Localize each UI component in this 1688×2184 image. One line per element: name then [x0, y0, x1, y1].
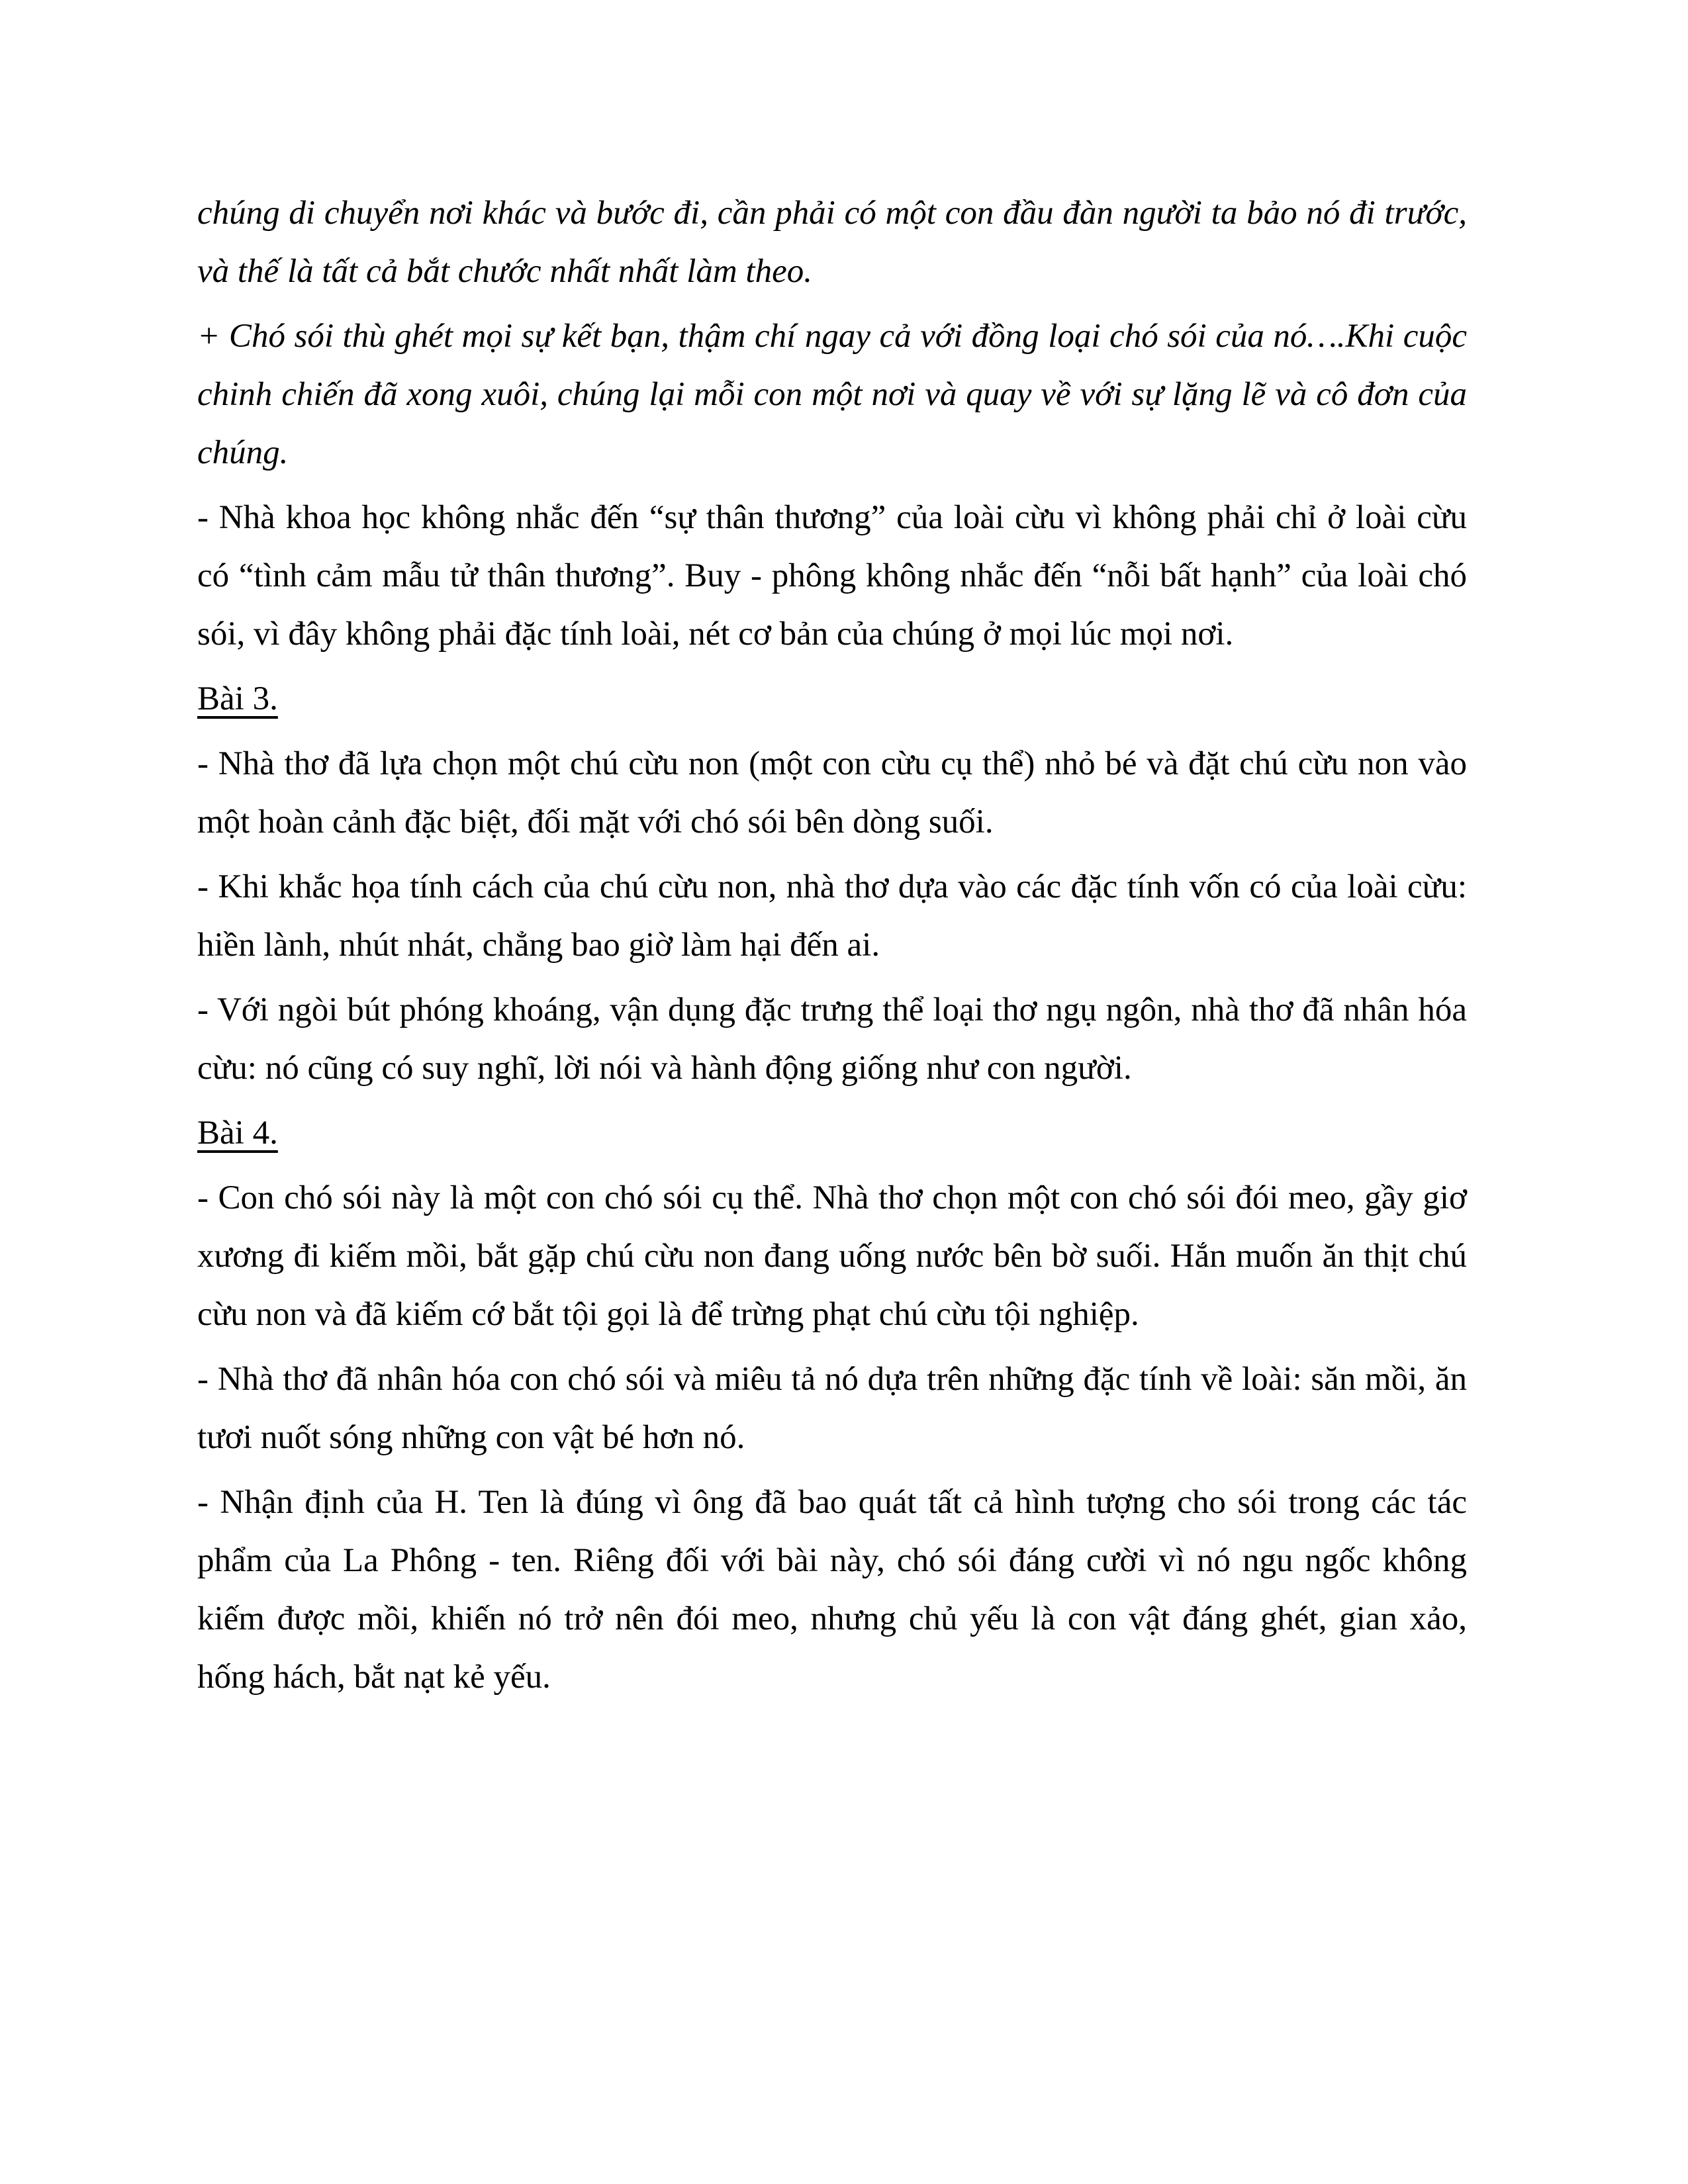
answer-paragraph-hten-judgement: - Nhận định của H. Ten là đúng vì ông đã bao quát tất cả hình tượng cho sói trong các tác phẩm của La Phông - ten. Riêng đối với bài này, chó sói đáng cười vì nó ngu ngốc không kiếm được mồi, khiến nó trở nên đói meo, nhưng chủ yếu là con vật đáng ghét, gian xảo, hống hách, bắt nạt kẻ yếu.	[197, 1484, 1467, 1696]
quote-paragraph-sheep-continuation: chúng di chuyển nơi khác và bước đi, cần phải có một con đầu đàn người ta bảo nó đi trước, và thế là tất cả bắt chước nhất nhất làm theo.	[197, 195, 1467, 290]
answer-paragraph-personification-lamb: - Với ngòi bút phóng khoáng, vận dụng đặc trưng thể loại thơ ngụ ngôn, nhà thơ đã nhân hóa cừu: nó cũng có suy nghĩ, lời nói và hành động giống như con người.	[197, 991, 1467, 1087]
heading-bai-4	[197, 1104, 1467, 1162]
text-body	[197, 184, 1467, 1713]
quote-paragraph-wolf: + Chó sói thù ghét mọi sự kết bạn, thậm chí ngay cả với đồng loại chó sói của nó….Khi cuộc chinh chiến đã xong xuôi, chúng lại mỗi con một nơi và quay về với sự lặng lẽ và cô đơn của chúng.	[197, 318, 1467, 471]
answer-paragraph-scientist: - Nhà khoa học không nhắc đến “sự thân thương” của loài cừu vì không phải chỉ ở loài cừu có “tình cảm mẫu tử thân thương”. Buy - phông không nhắc đến “nỗi bất hạnh” của loài chó sói, vì đây không phải đặc tính loài, nét cơ bản của chúng ở mọi lúc mọi nơi.	[197, 499, 1467, 653]
heading-bai-3	[197, 670, 1467, 728]
heading-bai-3-label: Bài 3.	[197, 680, 278, 717]
answer-paragraph-lamb-choice: - Nhà thơ đã lựa chọn một chú cừu non (một con cừu cụ thể) nhỏ bé và đặt chú cừu non vào một hoàn cảnh đặc biệt, đối mặt với chó sói bên dòng suối.	[197, 745, 1467, 841]
answer-paragraph-lamb-traits: - Khi khắc họa tính cách của chú cừu non, nhà thơ dựa vào các đặc tính vốn có của loài cừu: hiền lành, nhút nhát, chẳng bao giờ làm hại đến ai.	[197, 868, 1467, 964]
answer-paragraph-wolf-specific: - Con chó sói này là một con chó sói cụ thể. Nhà thơ chọn một con chó sói đói meo, gầy giơ xương đi kiếm mồi, bắt gặp chú cừu non đang uống nước bên bờ suối. Hắn muốn ăn thịt chú cừu non và đã kiếm cớ bắt tội gọi là để trừng phạt chú cừu tội nghiệp.	[197, 1179, 1467, 1333]
heading-bai-4-label: Bài 4.	[197, 1115, 278, 1152]
answer-paragraph-wolf-traits: - Nhà thơ đã nhân hóa con chó sói và miêu tả nó dựa trên những đặc tính về loài: săn mồi, ăn tươi nuốt sóng những con vật bé hơn nó.	[197, 1361, 1467, 1456]
